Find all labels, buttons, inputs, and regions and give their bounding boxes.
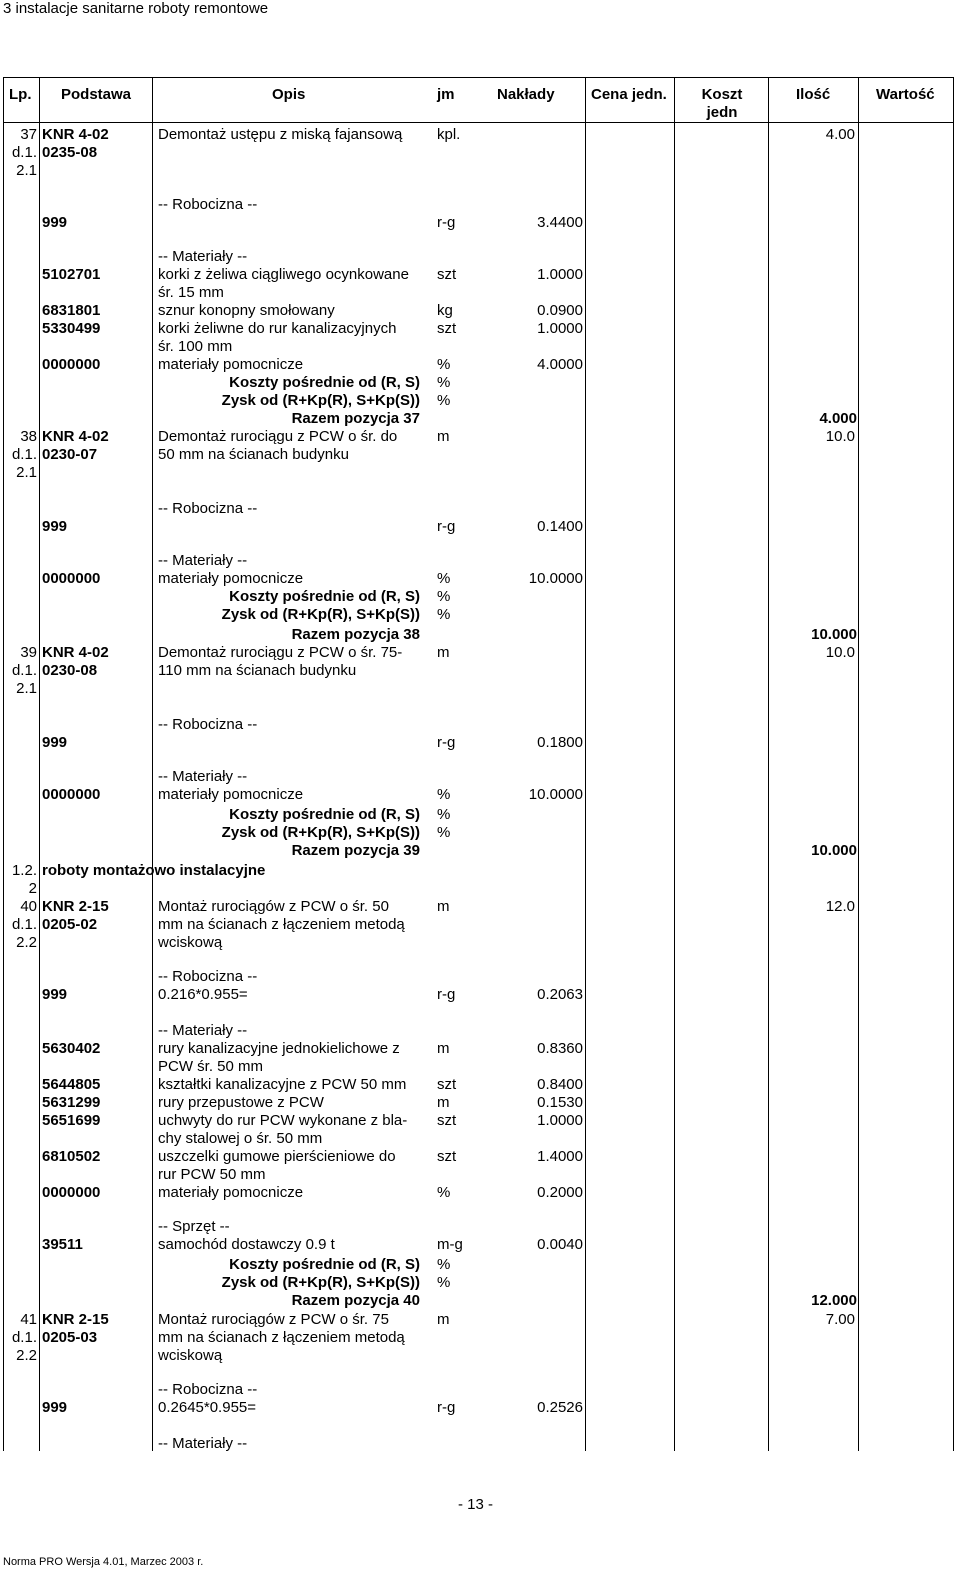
cell-jm: szt <box>437 320 457 337</box>
page-header-title: 3 instalacje sanitarne roboty remontowe <box>3 0 269 17</box>
cell-jm: m <box>437 1311 450 1328</box>
cell-opis: 0.2645*0.955= <box>158 1399 257 1416</box>
cell-opis: Demontaż rurociągu z PCW o śr. do <box>158 428 398 445</box>
cell-podstawa: 5630402 <box>42 1040 101 1057</box>
cell-opis: kształtki kanalizacyjne z PCW 50 mm <box>158 1076 407 1093</box>
cell-jm: % <box>437 806 451 823</box>
cell-ilosc: 4.00 <box>825 126 855 143</box>
cell-opis: materiały pomocnicze <box>158 786 304 803</box>
cell-naklady: 10.0000 <box>528 786 583 803</box>
cell-podstawa: 0205-02 <box>42 916 98 933</box>
cell-opis: chy stalowej o śr. 50 mm <box>158 1130 323 1147</box>
cell-naklady: 0.8360 <box>537 1040 583 1057</box>
cell-ilosc: 10.0 <box>825 428 855 445</box>
cell-podstawa: KNR 2-15 <box>42 1311 109 1328</box>
cell-podstawa: 0205-03 <box>42 1329 98 1346</box>
cell-opis-summary: Koszty pośrednie od (R, S) <box>229 806 420 823</box>
cell-naklady: 0.2063 <box>537 986 583 1003</box>
cell-lp: d.1. <box>11 144 37 161</box>
cell-jm: % <box>437 1184 451 1201</box>
cell-naklady: 3.4400 <box>537 214 583 231</box>
cell-jm: r-g <box>437 214 456 231</box>
cell-opis: -- Materiały -- <box>158 248 248 265</box>
cell-jm: % <box>437 570 451 587</box>
cell-lp: 2.2 <box>16 934 37 951</box>
cell-naklady: 0.1800 <box>537 734 583 751</box>
header-wartosc: Wartość <box>876 86 935 103</box>
cell-jm: m <box>437 1094 450 1111</box>
cell-opis: -- Robocizna -- <box>158 196 258 213</box>
cell-opis: materiały pomocnicze <box>158 1184 304 1201</box>
cell-opis-summary: Koszty pośrednie od (R, S) <box>229 588 420 605</box>
cell-jm: % <box>437 356 451 373</box>
cell-razem-ilosc: 10.000 <box>811 842 857 859</box>
cell-podstawa: KNR 4-02 <box>42 126 109 143</box>
header-koszt: Koszt jedn <box>701 86 743 121</box>
cell-opis: sznur konopny smołowany <box>158 302 335 319</box>
header-lp: Lp. <box>9 86 32 103</box>
cell-podstawa: KNR 4-02 <box>42 428 109 445</box>
cell-jm: r-g <box>437 734 456 751</box>
col-divider-naklady <box>585 77 586 1451</box>
cell-podstawa: 0230-08 <box>42 662 98 679</box>
cell-podstawa: KNR 2-15 <box>42 898 109 915</box>
cell-opis: -- Materiały -- <box>158 1022 248 1039</box>
cell-jm: % <box>437 1256 451 1273</box>
cell-opis: 50 mm na ścianach budynku <box>158 446 349 463</box>
table-header-bottom-border <box>3 122 954 123</box>
cell-opis: samochód dostawczy 0.9 t <box>158 1236 335 1253</box>
cell-opis: materiały pomocnicze <box>158 356 304 373</box>
cell-naklady: 1.0000 <box>537 1112 583 1129</box>
cell-opis: PCW śr. 50 mm <box>158 1058 264 1075</box>
cell-lp: 38 <box>20 428 37 445</box>
cell-jm: m <box>437 644 450 661</box>
cell-jm: kpl. <box>437 126 461 143</box>
cell-opis: -- Materiały -- <box>158 552 248 569</box>
cell-naklady: 0.2526 <box>537 1399 583 1416</box>
table-right-border <box>953 77 954 1451</box>
cell-podstawa: 0000000 <box>42 786 101 803</box>
header-podstawa: Podstawa <box>61 86 132 103</box>
cell-jm: szt <box>437 1076 457 1093</box>
cell-lp: d.1. <box>11 446 37 463</box>
cell-jm: r-g <box>437 1399 456 1416</box>
cell-jm: szt <box>437 266 457 283</box>
cell-opis-summary: Koszty pośrednie od (R, S) <box>229 1256 420 1273</box>
cell-naklady: 0.1400 <box>537 518 583 535</box>
cell-naklady: 0.8400 <box>537 1076 583 1093</box>
cell-lp: 41 <box>20 1311 37 1328</box>
cell-opis-summary: Razem pozycja 38 <box>291 626 420 643</box>
header-opis: Opis <box>272 86 306 103</box>
col-divider-cena <box>674 77 675 1451</box>
col-divider-lp <box>39 77 40 1451</box>
cell-ilosc: 12.0 <box>825 898 855 915</box>
cell-opis-summary: Razem pozycja 39 <box>291 842 420 859</box>
cell-opis: Montaż rurociągów z PCW o śr. 50 <box>158 898 389 915</box>
header-cena: Cena jedn. <box>591 86 667 103</box>
cell-podstawa: 6810502 <box>42 1148 101 1165</box>
cell-opis-summary: Zysk od (R+Kp(R), S+Kp(S)) <box>221 606 420 623</box>
cell-naklady: 1.0000 <box>537 320 583 337</box>
cell-podstawa: 5651699 <box>42 1112 101 1129</box>
software-version: Norma PRO Wersja 4.01, Marzec 2003 r. <box>3 1556 204 1568</box>
cell-podstawa: 6831801 <box>42 302 101 319</box>
cell-jm: m <box>437 428 450 445</box>
cell-jm: % <box>437 374 451 391</box>
cell-lp: 2.1 <box>16 680 37 697</box>
cell-opis: -- Materiały -- <box>158 768 248 785</box>
cell-opis: rur PCW 50 mm <box>158 1166 266 1183</box>
cell-podstawa: 0230-07 <box>42 446 98 463</box>
section-title: roboty montażowo instalacyjne <box>42 862 266 879</box>
cell-opis: -- Sprzęt -- <box>158 1218 230 1235</box>
cell-podstawa: 999 <box>42 518 68 535</box>
cell-naklady: 1.4000 <box>537 1148 583 1165</box>
cell-opis: Demontaż ustępu z miską fajansową <box>158 126 403 143</box>
cell-podstawa: 0235-08 <box>42 144 98 161</box>
cell-naklady: 0.0040 <box>537 1236 583 1253</box>
cell-jm: szt <box>437 1148 457 1165</box>
cell-jm: % <box>437 1274 451 1291</box>
page-number: - 13 - <box>458 1496 494 1513</box>
cell-podstawa: 39511 <box>42 1236 83 1253</box>
cell-podstawa: 5631299 <box>42 1094 101 1111</box>
table-left-border <box>3 77 4 1451</box>
cell-opis-summary: Zysk od (R+Kp(R), S+Kp(S)) <box>221 392 420 409</box>
cell-ilosc: 10.0 <box>825 644 855 661</box>
cell-podstawa: 999 <box>42 734 68 751</box>
cell-jm: % <box>437 392 451 409</box>
cell-opis: Demontaż rurociągu z PCW o śr. 75- <box>158 644 403 661</box>
cell-podstawa: 0000000 <box>42 570 101 587</box>
header-ilosc: Ilość <box>796 86 831 103</box>
cell-opis: rury przepustowe z PCW <box>158 1094 324 1111</box>
cell-lp: 2 <box>28 880 37 897</box>
cell-opis: wciskową <box>158 1347 223 1364</box>
cell-podstawa: 999 <box>42 214 68 231</box>
cell-naklady: 0.2000 <box>537 1184 583 1201</box>
cell-lp: 2.1 <box>16 464 37 481</box>
cell-opis: 0.216*0.955= <box>158 986 248 1003</box>
cell-jm: m <box>437 1040 450 1057</box>
cell-jm: kg <box>437 302 453 319</box>
cell-razem-ilosc: 4.000 <box>819 410 857 427</box>
cell-razem-ilosc: 10.000 <box>811 626 857 643</box>
cell-lp: 1.2. <box>11 862 37 879</box>
cell-jm: szt <box>437 1112 457 1129</box>
cell-naklady: 4.0000 <box>537 356 583 373</box>
col-divider-podstawa <box>152 77 153 1451</box>
cell-podstawa: 5102701 <box>42 266 101 283</box>
cell-opis: śr. 100 mm <box>158 338 233 355</box>
cell-opis: -- Robocizna -- <box>158 500 258 517</box>
cell-lp: 40 <box>20 898 37 915</box>
cell-opis: -- Robocizna -- <box>158 716 258 733</box>
cell-jm: % <box>437 588 451 605</box>
cell-jm: m-g <box>437 1236 463 1253</box>
cell-podstawa: 5644805 <box>42 1076 101 1093</box>
col-divider-ilosc <box>858 77 859 1451</box>
cell-naklady: 1.0000 <box>537 266 583 283</box>
cell-opis-summary: Zysk od (R+Kp(R), S+Kp(S)) <box>221 824 420 841</box>
cell-lp: 37 <box>20 126 37 143</box>
header-naklady: Nakłady <box>497 86 555 103</box>
cell-opis: rury kanalizacyjne jednokielichowe z <box>158 1040 400 1057</box>
col-divider-koszt <box>768 77 769 1451</box>
cell-opis: śr. 15 mm <box>158 284 224 301</box>
cell-jm: r-g <box>437 518 456 535</box>
cell-lp: d.1. <box>11 1329 37 1346</box>
cell-opis-summary: Razem pozycja 37 <box>291 410 420 427</box>
cell-opis: uszczelki gumowe pierścieniowe do <box>158 1148 396 1165</box>
cell-razem-ilosc: 12.000 <box>811 1292 857 1309</box>
cell-opis: -- Robocizna -- <box>158 968 258 985</box>
cell-opis: korki z żeliwa ciągliwego ocynkowane <box>158 266 409 283</box>
cell-opis: Montaż rurociągów z PCW o śr. 75 <box>158 1311 389 1328</box>
cell-lp: 2.1 <box>16 162 37 179</box>
cell-opis: mm na ścianach z łączeniem metodą <box>158 916 405 933</box>
cell-opis: wciskową <box>158 934 223 951</box>
cell-opis: -- Robocizna -- <box>158 1381 258 1398</box>
cell-podstawa: 999 <box>42 1399 68 1416</box>
cell-naklady: 0.1530 <box>537 1094 583 1111</box>
cell-jm: % <box>437 786 451 803</box>
cell-lp: 39 <box>20 644 37 661</box>
cell-opis: korki żeliwne do rur kanalizacyjnych <box>158 320 397 337</box>
cell-lp: d.1. <box>11 662 37 679</box>
cell-opis: uchwyty do rur PCW wykonane z bla- <box>158 1112 408 1129</box>
cell-naklady: 0.0900 <box>537 302 583 319</box>
cell-opis-summary: Zysk od (R+Kp(R), S+Kp(S)) <box>221 1274 420 1291</box>
cell-opis-summary: Koszty pośrednie od (R, S) <box>229 374 420 391</box>
cell-ilosc: 7.00 <box>825 1311 855 1328</box>
cell-podstawa: 0000000 <box>42 356 101 373</box>
cell-opis: 110 mm na ścianach budynku <box>158 662 357 679</box>
cell-naklady: 10.0000 <box>528 570 583 587</box>
cell-opis: mm na ścianach z łączeniem metodą <box>158 1329 405 1346</box>
table-top-border <box>3 77 954 78</box>
cell-opis: materiały pomocnicze <box>158 570 304 587</box>
cell-jm: m <box>437 898 450 915</box>
header-jm: jm <box>437 86 455 103</box>
cell-jm: % <box>437 606 451 623</box>
cell-opis: -- Materiały -- <box>158 1435 248 1452</box>
cell-podstawa: KNR 4-02 <box>42 644 109 661</box>
cell-podstawa: 999 <box>42 986 68 1003</box>
cell-podstawa: 5330499 <box>42 320 101 337</box>
cell-jm: r-g <box>437 986 456 1003</box>
cell-jm: % <box>437 824 451 841</box>
cell-opis-summary: Razem pozycja 40 <box>291 1292 420 1309</box>
cell-podstawa: 0000000 <box>42 1184 101 1201</box>
cell-lp: 2.2 <box>16 1347 37 1364</box>
cell-lp: d.1. <box>11 916 37 933</box>
